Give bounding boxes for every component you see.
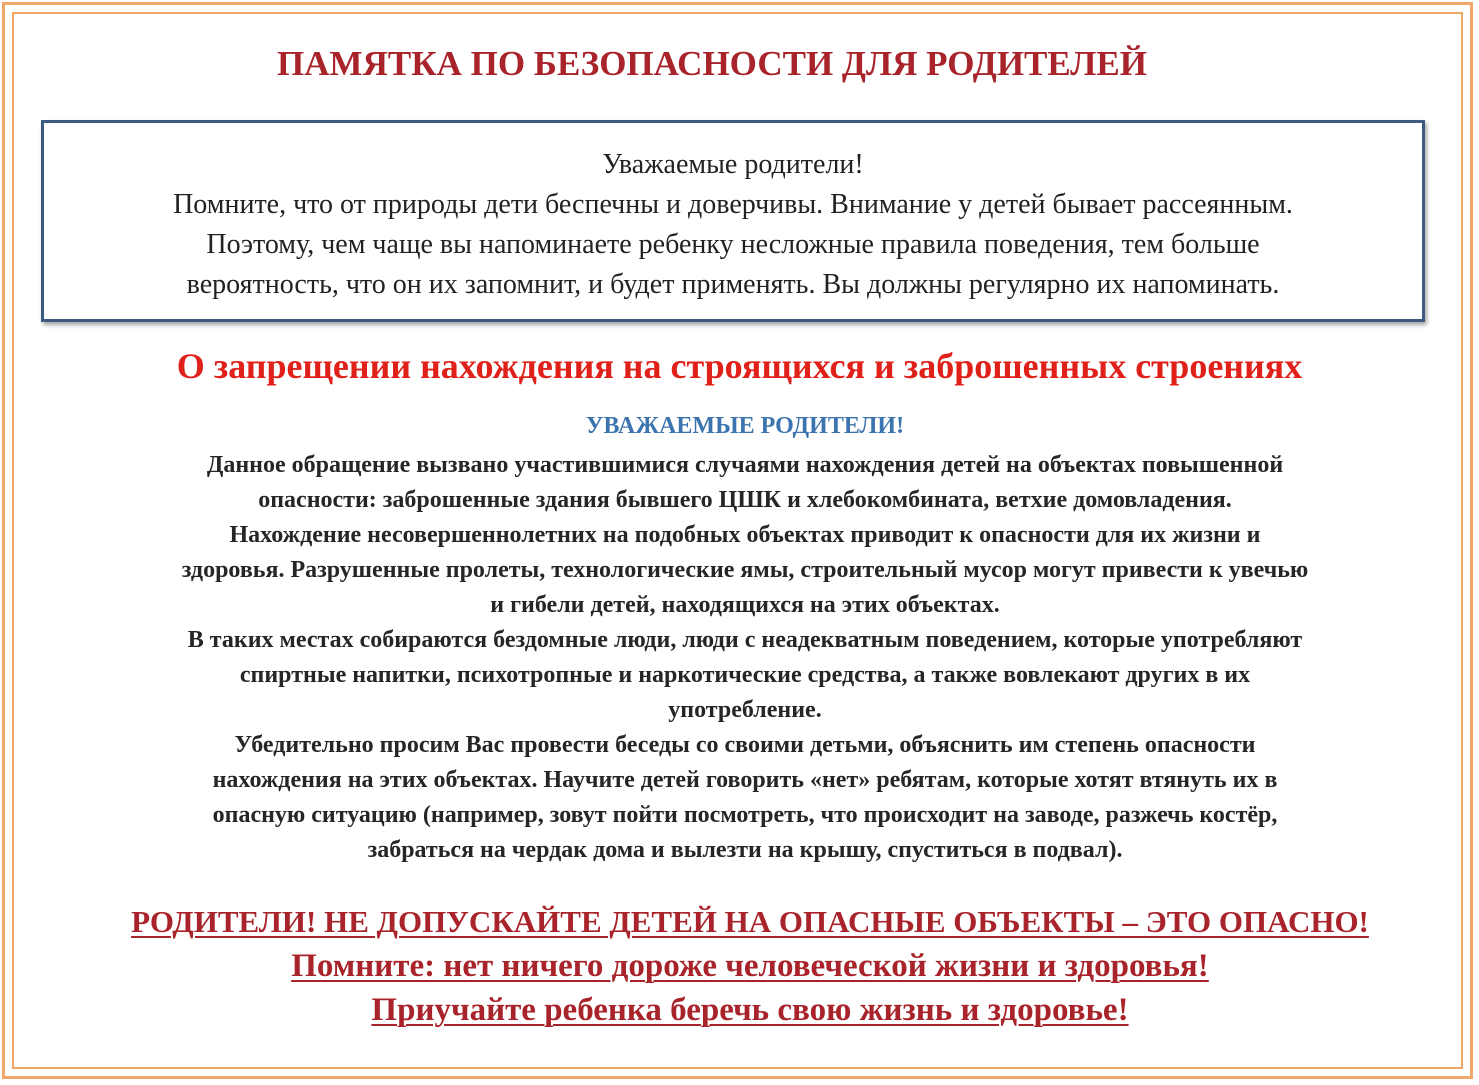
body-line: Данное обращение вызвано участившимися случаями нахождения детей на объектах повышенной <box>206 452 1284 478</box>
body-line: употребление. <box>668 697 822 723</box>
intro-line: Помните, что от природы дети беспечны и доверчивы. Внимание у детей бывает рассеянным. <box>173 189 1293 220</box>
intro-box <box>41 120 1425 322</box>
intro-line: Поэтому, чем чаще вы напоминаете ребенку несложные правила поведения, тем больше <box>206 229 1260 260</box>
closing-block <box>0 900 1479 1032</box>
body-line: опасности: заброшенные здания бывшего ЦШК и хлебокомбината, ветхие домовладения. <box>258 487 1232 513</box>
body-line: Нахождение несовершеннолетних на подобных объектах приводит к опасности для их жизни и <box>229 522 1261 548</box>
closing-advice: Приучайте ребенка беречь свою жизнь и здоровье! <box>371 992 1129 1028</box>
body-line: здоровья. Разрушенные пролеты, технологические ямы, строительный мусор могут привести к увечью <box>181 557 1309 583</box>
intro-line: вероятность, что он их запомнит, и будет применять. Вы должны регулярно их напоминать. <box>186 269 1280 300</box>
intro-line: Уважаемые родители! <box>602 149 864 180</box>
body-line: нахождения на этих объектах. Научите детей говорить «нет» ребятам, которые хотят втянуть их в <box>212 767 1278 793</box>
body-line: В таких местах собираются бездомные люди, люди с неадекватным поведением, которые употребляют <box>187 627 1303 653</box>
closing-warning: РОДИТЕЛИ! НЕ ДОПУСКАЙТЕ ДЕТЕЙ НА ОПАСНЫЕ ОБЪЕКТЫ – ЭТО ОПАСНО! <box>131 904 1369 939</box>
body-text <box>0 448 1479 868</box>
body-line: и гибели детей, находящихся на этих объектах. <box>490 592 1000 618</box>
greeting: УВАЖАЕМЫЕ РОДИТЕЛИ! <box>585 413 905 439</box>
closing-reminder: Помните: нет ничего дороже человеческой жизни и здоровья! <box>291 948 1209 984</box>
body-line: спиртные напитки, психотропные и наркотические средства, а также вовлекают других в их <box>239 662 1251 688</box>
page-title: ПАМЯТКА ПО БЕЗОПАСНОСТИ ДЛЯ РОДИТЕЛЕЙ <box>277 44 1147 83</box>
body-line: Убедительно просим Вас провести беседы со своими детьми, объяснить им степень опасности <box>234 732 1256 758</box>
section-heading: О запрещении нахождения на строящихся и заброшенных строениях <box>176 346 1303 386</box>
body-line: забраться на чердак дома и вылезти на крышу, спуститься в подвал). <box>367 837 1123 863</box>
body-line: опасную ситуацию (например, зовут пойти посмотреть, что происходит на заводе, разжечь костёр, <box>212 802 1278 828</box>
